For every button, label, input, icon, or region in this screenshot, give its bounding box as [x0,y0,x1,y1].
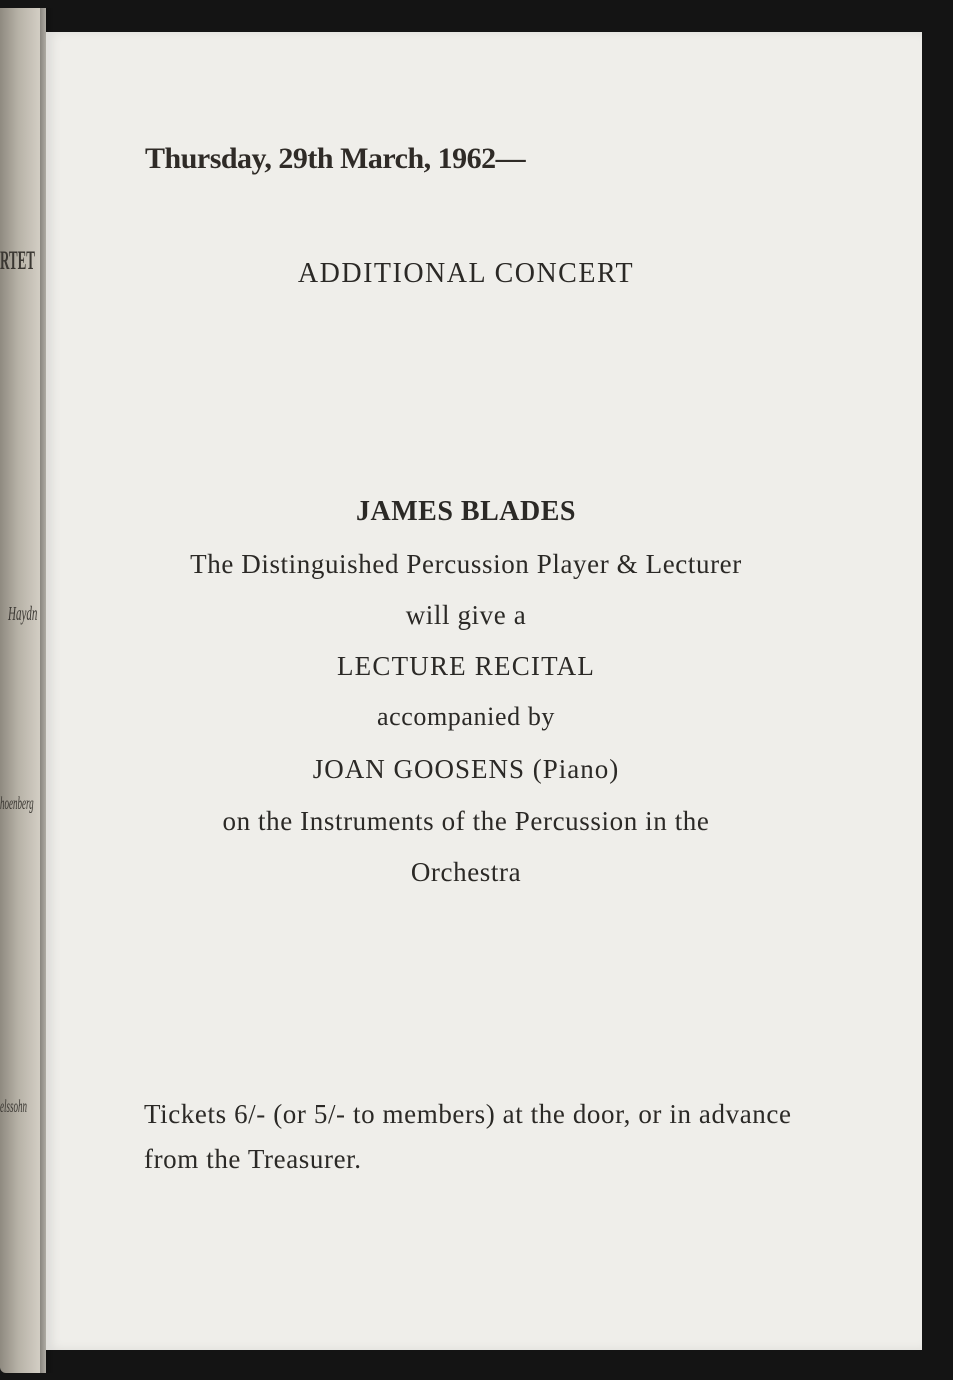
event-type: LECTURE RECITAL [336,651,596,681]
concert-heading: ADDITIONAL CONCERT [297,258,635,289]
will-give-line: will give a [405,600,527,630]
programme-page [46,32,922,1350]
performer-description: The Distinguished Percussion Player & Lecturer [190,549,742,579]
left-page-fragment: RTET [0,246,35,275]
accompanist-name: JOAN GOOSENS (Piano) [312,754,620,784]
concert-date: Thursday, 29th March, 1962— [145,142,526,175]
performer-name: JAMES BLADES [356,496,576,527]
left-page-fragment: hoenberg [0,793,34,813]
topic-line-1: on the Instruments of the Percussion in the [222,806,710,836]
topic-line-2: Orchestra [410,857,522,887]
left-page-fragment: Haydn [8,603,38,625]
accompanied-line: accompanied by [376,702,556,731]
ticket-info: Tickets 6/- (or 5/- to members) at the door, or in advance from the Treasurer. [144,1099,792,1174]
left-page-fragment: elssohn [0,1096,27,1116]
